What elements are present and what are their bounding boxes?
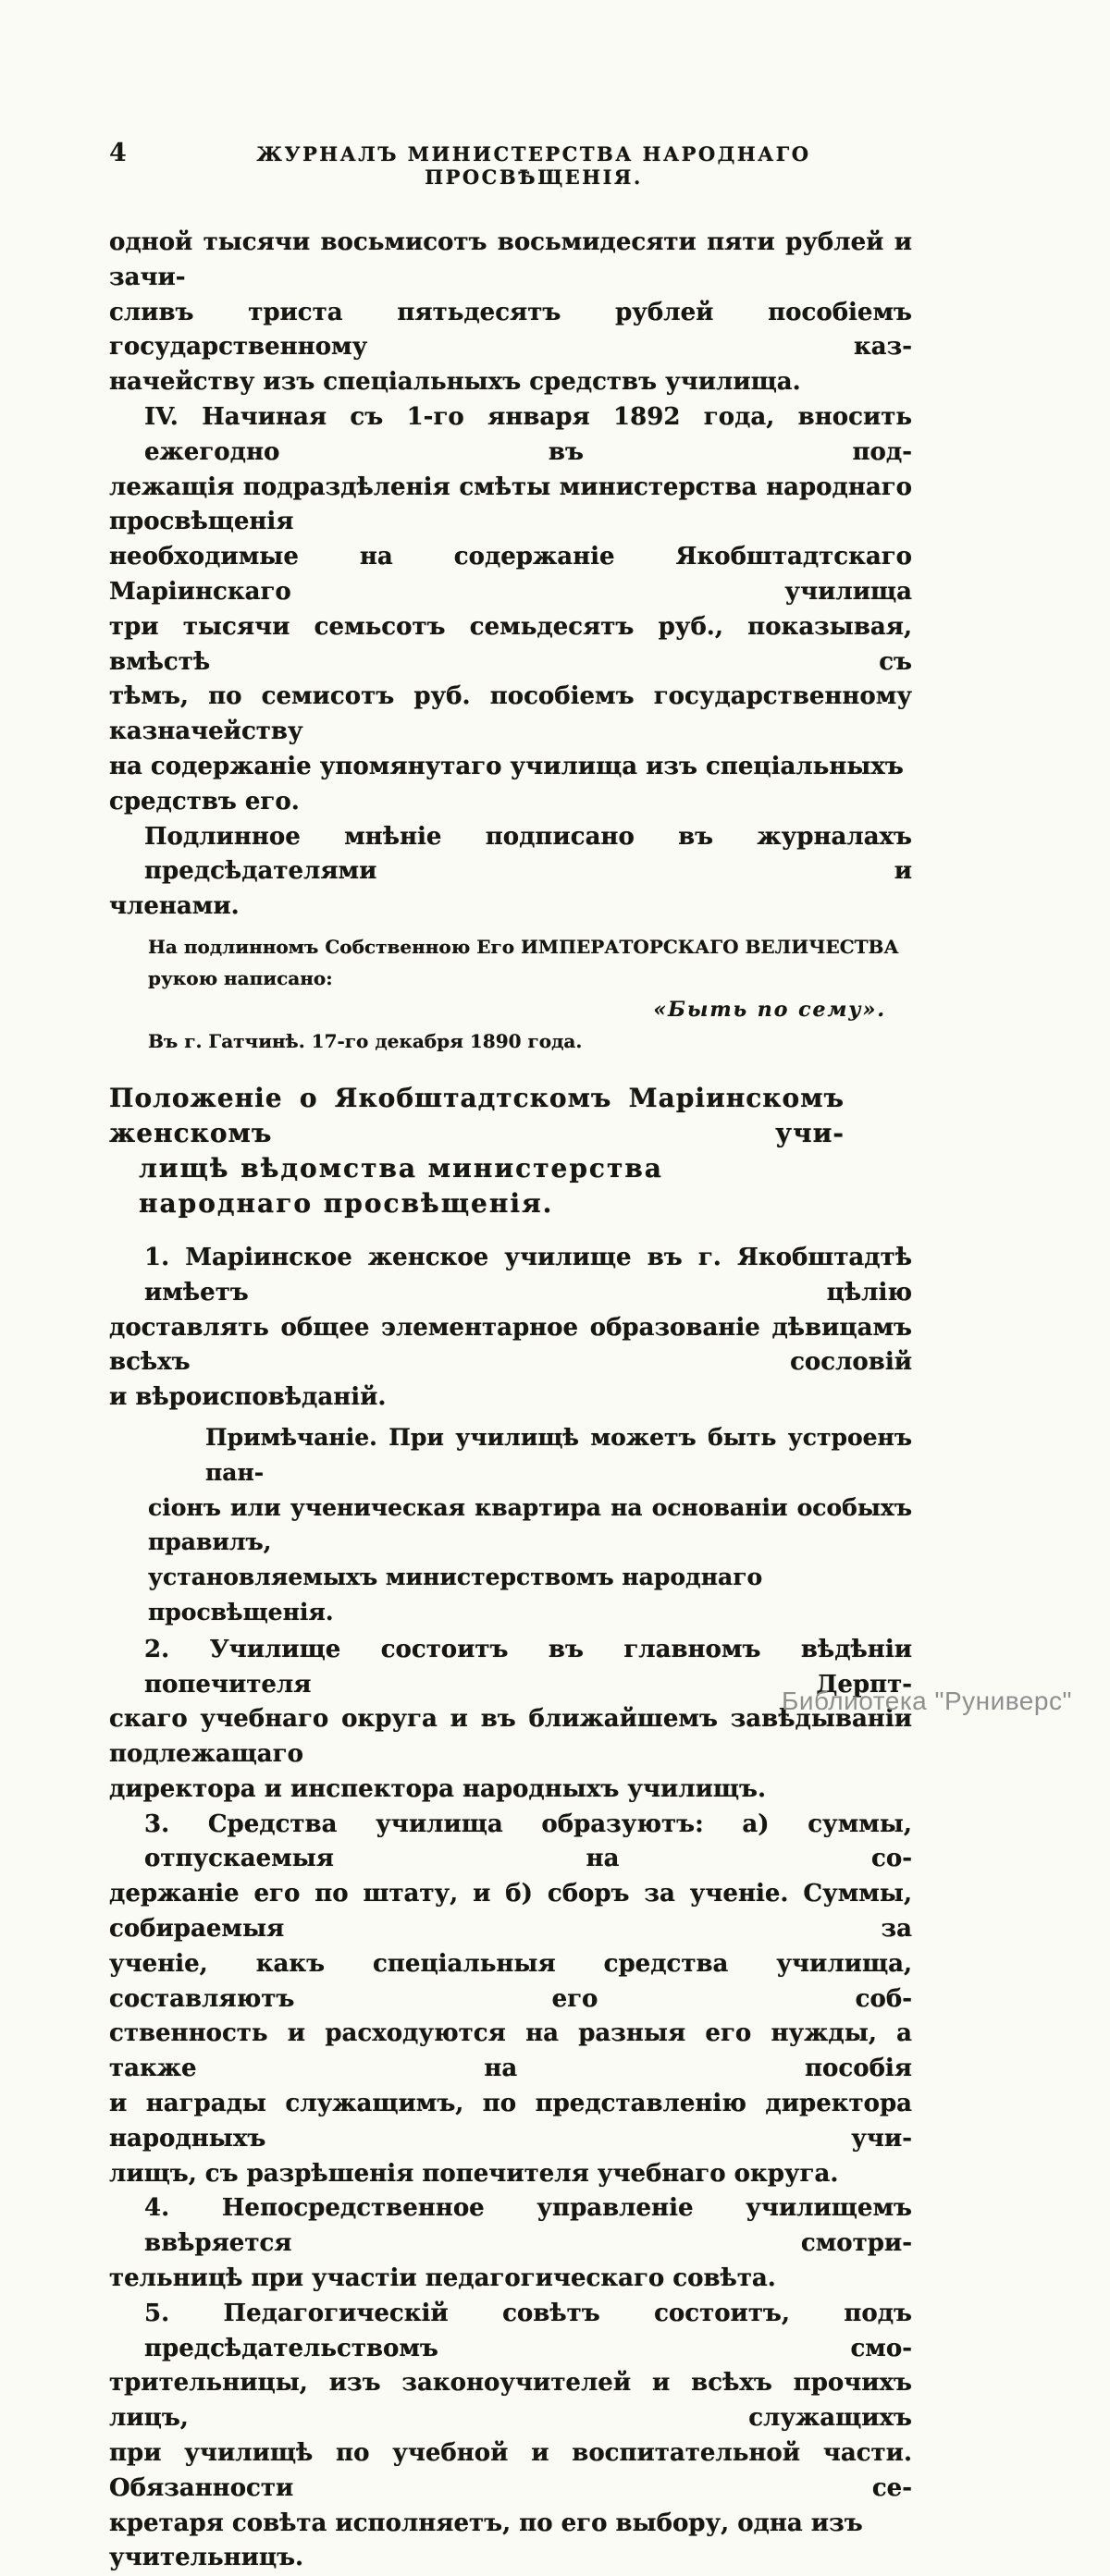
text-line: необходимые на содержаніе Якобштадтскаго Маріинскаго училища <box>109 543 912 606</box>
paragraph-4 <box>109 2191 912 2296</box>
text-line: при училищѣ по учебной и воспитательной части. Обязанности се- <box>109 2439 912 2502</box>
text-line: членами. <box>109 892 240 921</box>
text-line: тельницѣ при участіи педагогическаго совѣта. <box>109 2264 776 2293</box>
text-line: кретаря совѣта исполняетъ, по его выбору, одна изъ учительницъ. <box>109 2509 863 2572</box>
text-line: сливъ триста пятьдесятъ рублей пособіемъ государственному каз- <box>109 298 912 362</box>
text-line: и вѣроисповѣданій. <box>109 1383 387 1412</box>
library-watermark: Библиотека "Руниверс" <box>782 1687 1072 1715</box>
text-line: сіонъ или ученическая квартира на основаніи особыхъ правилъ, <box>148 1493 912 1556</box>
text-line: скаго учебнаго округа и въ ближайшемъ завѣдываніи подлежащаго <box>109 1705 912 1769</box>
text-line: ственность и расходуются на разныя его нужды, а также на пособія <box>109 2019 912 2083</box>
text-line: тѣмъ, по семисотъ руб. пособіемъ государственному казначейству <box>109 682 912 746</box>
text-line: 5. Педагогическій совѣтъ состоитъ, подъ предсѣдательствомъ смо- <box>144 2299 912 2362</box>
rescript-line: На подлинномъ Собственною Его ИМПЕРАТОРСКАГО ВЕЛИЧЕСТВА рукою написано: <box>148 935 899 989</box>
paragraph-5 <box>109 2297 912 2576</box>
text-line: одной тысячи восьмисотъ восьмидесяти пяти рублей и зачи- <box>109 228 912 291</box>
heading-line: Положеніе о Якобштадтскомъ Маріинскомъ женскомъ учи- <box>109 1082 845 1148</box>
text-line: держаніе его по штату, и б) сборъ за ученіе. Суммы, собираемыя за <box>109 1880 912 1944</box>
page-body <box>109 226 912 2576</box>
text-line: 4. Непосредственное управленіе училищемъ ввѣряется смотри- <box>144 2194 912 2258</box>
paragraph-intro <box>109 226 912 400</box>
text-line: на содержаніе упомянутаго училища изъ спеціальныхъ средствъ его. <box>109 752 904 816</box>
text-line: 2. Училище состоитъ въ главномъ вѣдѣніи попечителя Дерпт- <box>144 1635 912 1699</box>
text-line: доставлять общее элементарное образованіе дѣвицамъ всѣхъ сословій <box>109 1313 912 1377</box>
page-number: 4 <box>109 139 127 167</box>
text-line: трительницы, изъ законоучителей и всѣхъ прочихъ лицъ, служащихъ <box>109 2369 912 2433</box>
imperial-rescript <box>109 931 912 1057</box>
paragraph-signed <box>109 820 912 925</box>
text-line: директора и инспектора народныхъ училищъ. <box>109 1774 767 1803</box>
text-line: лежащія подраздѣленія смѣты министерства народнаго просвѣщенія <box>109 472 912 536</box>
text-line: Примѣчаніе. При училищѣ можетъ быть устроенъ пан- <box>205 1423 912 1486</box>
text-line: 1. Маріинское женское училище въ г. Якобштадтѣ имѣетъ цѣлію <box>144 1243 912 1306</box>
text-line: ученіе, какъ спеціальныя средства училища, составляютъ его соб- <box>109 1949 912 2013</box>
page-header <box>109 139 912 189</box>
paragraph-iv <box>109 400 912 820</box>
paragraph-2 <box>109 1633 912 1808</box>
section-heading <box>109 1081 845 1221</box>
text-line: установляемыхъ министерствомъ народнаго просвѣщенія. <box>148 1564 763 1625</box>
heading-line: лищѣ вѣдомства министерства народнаго просвѣщенія. <box>139 1152 663 1219</box>
text-line: IV. Начиная съ 1-го января 1892 года, вносить ежегодно въ под- <box>144 402 912 466</box>
text-line: лищъ, съ разрѣшенія попечителя учебнаго округа. <box>109 2159 839 2188</box>
text-line: Подлинное мнѣніе подписано въ журналахъ предсѣдателями и <box>144 822 912 886</box>
note-block <box>148 1420 912 1630</box>
running-title: ЖУРНАЛЪ МИНИСТЕРСТВА НАРОДНАГО ПРОСВѢЩЕНІЯ. <box>256 142 811 189</box>
paragraph-3 <box>109 1808 912 2192</box>
paragraph-1 <box>109 1241 912 1416</box>
rescript-date-line: Въ г. Гатчинѣ. 17-го декабря 1890 года. <box>148 1029 583 1052</box>
text-line: начейству изъ спеціальныхъ средствъ училища. <box>109 368 801 397</box>
text-line: и награды служащимъ, по представленію директора народныхъ учи- <box>109 2090 912 2153</box>
imperial-motto: «Быть по сему». <box>653 997 886 1022</box>
text-line: 3. Средства училища образуютъ: а) суммы, отпускаемыя на со- <box>144 1809 912 1873</box>
text-line: три тысячи семьсотъ семьдесятъ руб., показывая, вмѣстѣ съ <box>109 612 912 676</box>
